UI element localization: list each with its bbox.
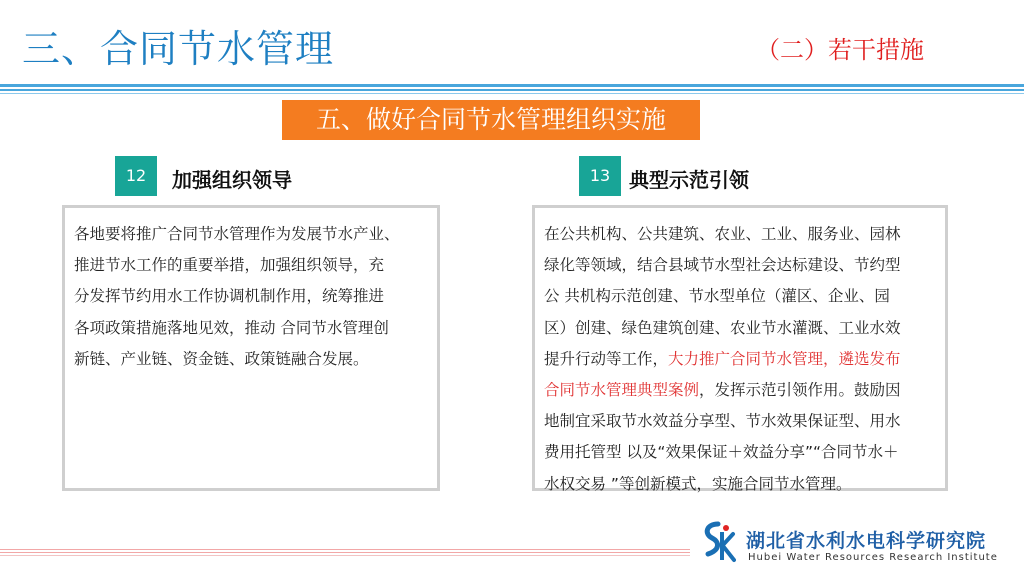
text-segment: ，发挥示范引领作用。鼓励因 (699, 381, 901, 400)
item-heading: 典型示范引领 (629, 168, 749, 192)
text-line: 绿化等领域，结合县域节水型社会达标建设、节约型 (544, 256, 901, 275)
header-divider (0, 93, 1024, 94)
text-panel (532, 205, 948, 491)
text-line: 各项政策措施落地见效，推动 合同节水管理创 (74, 318, 389, 337)
section-banner: 五、做好合同节水管理组织实施 (282, 100, 700, 140)
text-line: 区）创建、绿色建筑创建、农业节水灌溉、工业水效 (544, 318, 901, 337)
highlighted-text: 大力推广合同节水管理，遴选发布 (668, 349, 901, 368)
header-divider (0, 84, 1024, 87)
text-line: 推进节水工作的重要举措，加强组织领导，充 (74, 256, 385, 275)
item-number-badge: 12 (115, 156, 157, 196)
hwri-logo-icon (696, 520, 736, 564)
footer-divider (0, 549, 690, 550)
footer-divider (0, 552, 690, 553)
page-title: 三、合同节水管理 (22, 27, 335, 71)
text-line: 地制宜采取节水效益分享型、节水效果保证型、用水 (544, 412, 901, 431)
text-line: 新链、产业链、资金链、政策链融合发展。 (74, 349, 369, 368)
text-line: 分发挥节约用水工作协调机制作用，统筹推进 (74, 287, 385, 306)
highlighted-text: 合同节水管理典型案例 (544, 381, 700, 400)
panel-body (544, 219, 939, 500)
text-line (544, 375, 939, 406)
item-number-badge: 13 (579, 156, 621, 196)
text-line: 各地要将推广合同节水管理作为发展节水产业、 (74, 225, 400, 243)
text-line: 在公共机构、公共建筑、农业、工业、服务业、园林 (544, 225, 901, 243)
text-line (544, 344, 939, 375)
text-segment: 提升行动等工作， (544, 349, 669, 368)
section-subtitle: （二）若干措施 (756, 36, 924, 64)
text-panel (62, 205, 440, 491)
text-line: 费用托管型 以及“效果保证＋效益分享”“合同节水＋ (544, 443, 899, 462)
text-line: 水权交易 ”等创新模式，实施合同节水管理。 (544, 474, 852, 493)
footer-divider (0, 555, 690, 556)
text-line: 公 共机构示范创建、节水型单位（灌区、企业、园 (544, 287, 890, 306)
org-name-cn: 湖北省水利水电科学研究院 (746, 530, 987, 552)
item-heading: 加强组织领导 (172, 168, 292, 192)
panel-body (74, 219, 431, 375)
header-divider (0, 89, 1024, 91)
org-name-en: Hubei Water Resources Research Institute (748, 552, 998, 563)
